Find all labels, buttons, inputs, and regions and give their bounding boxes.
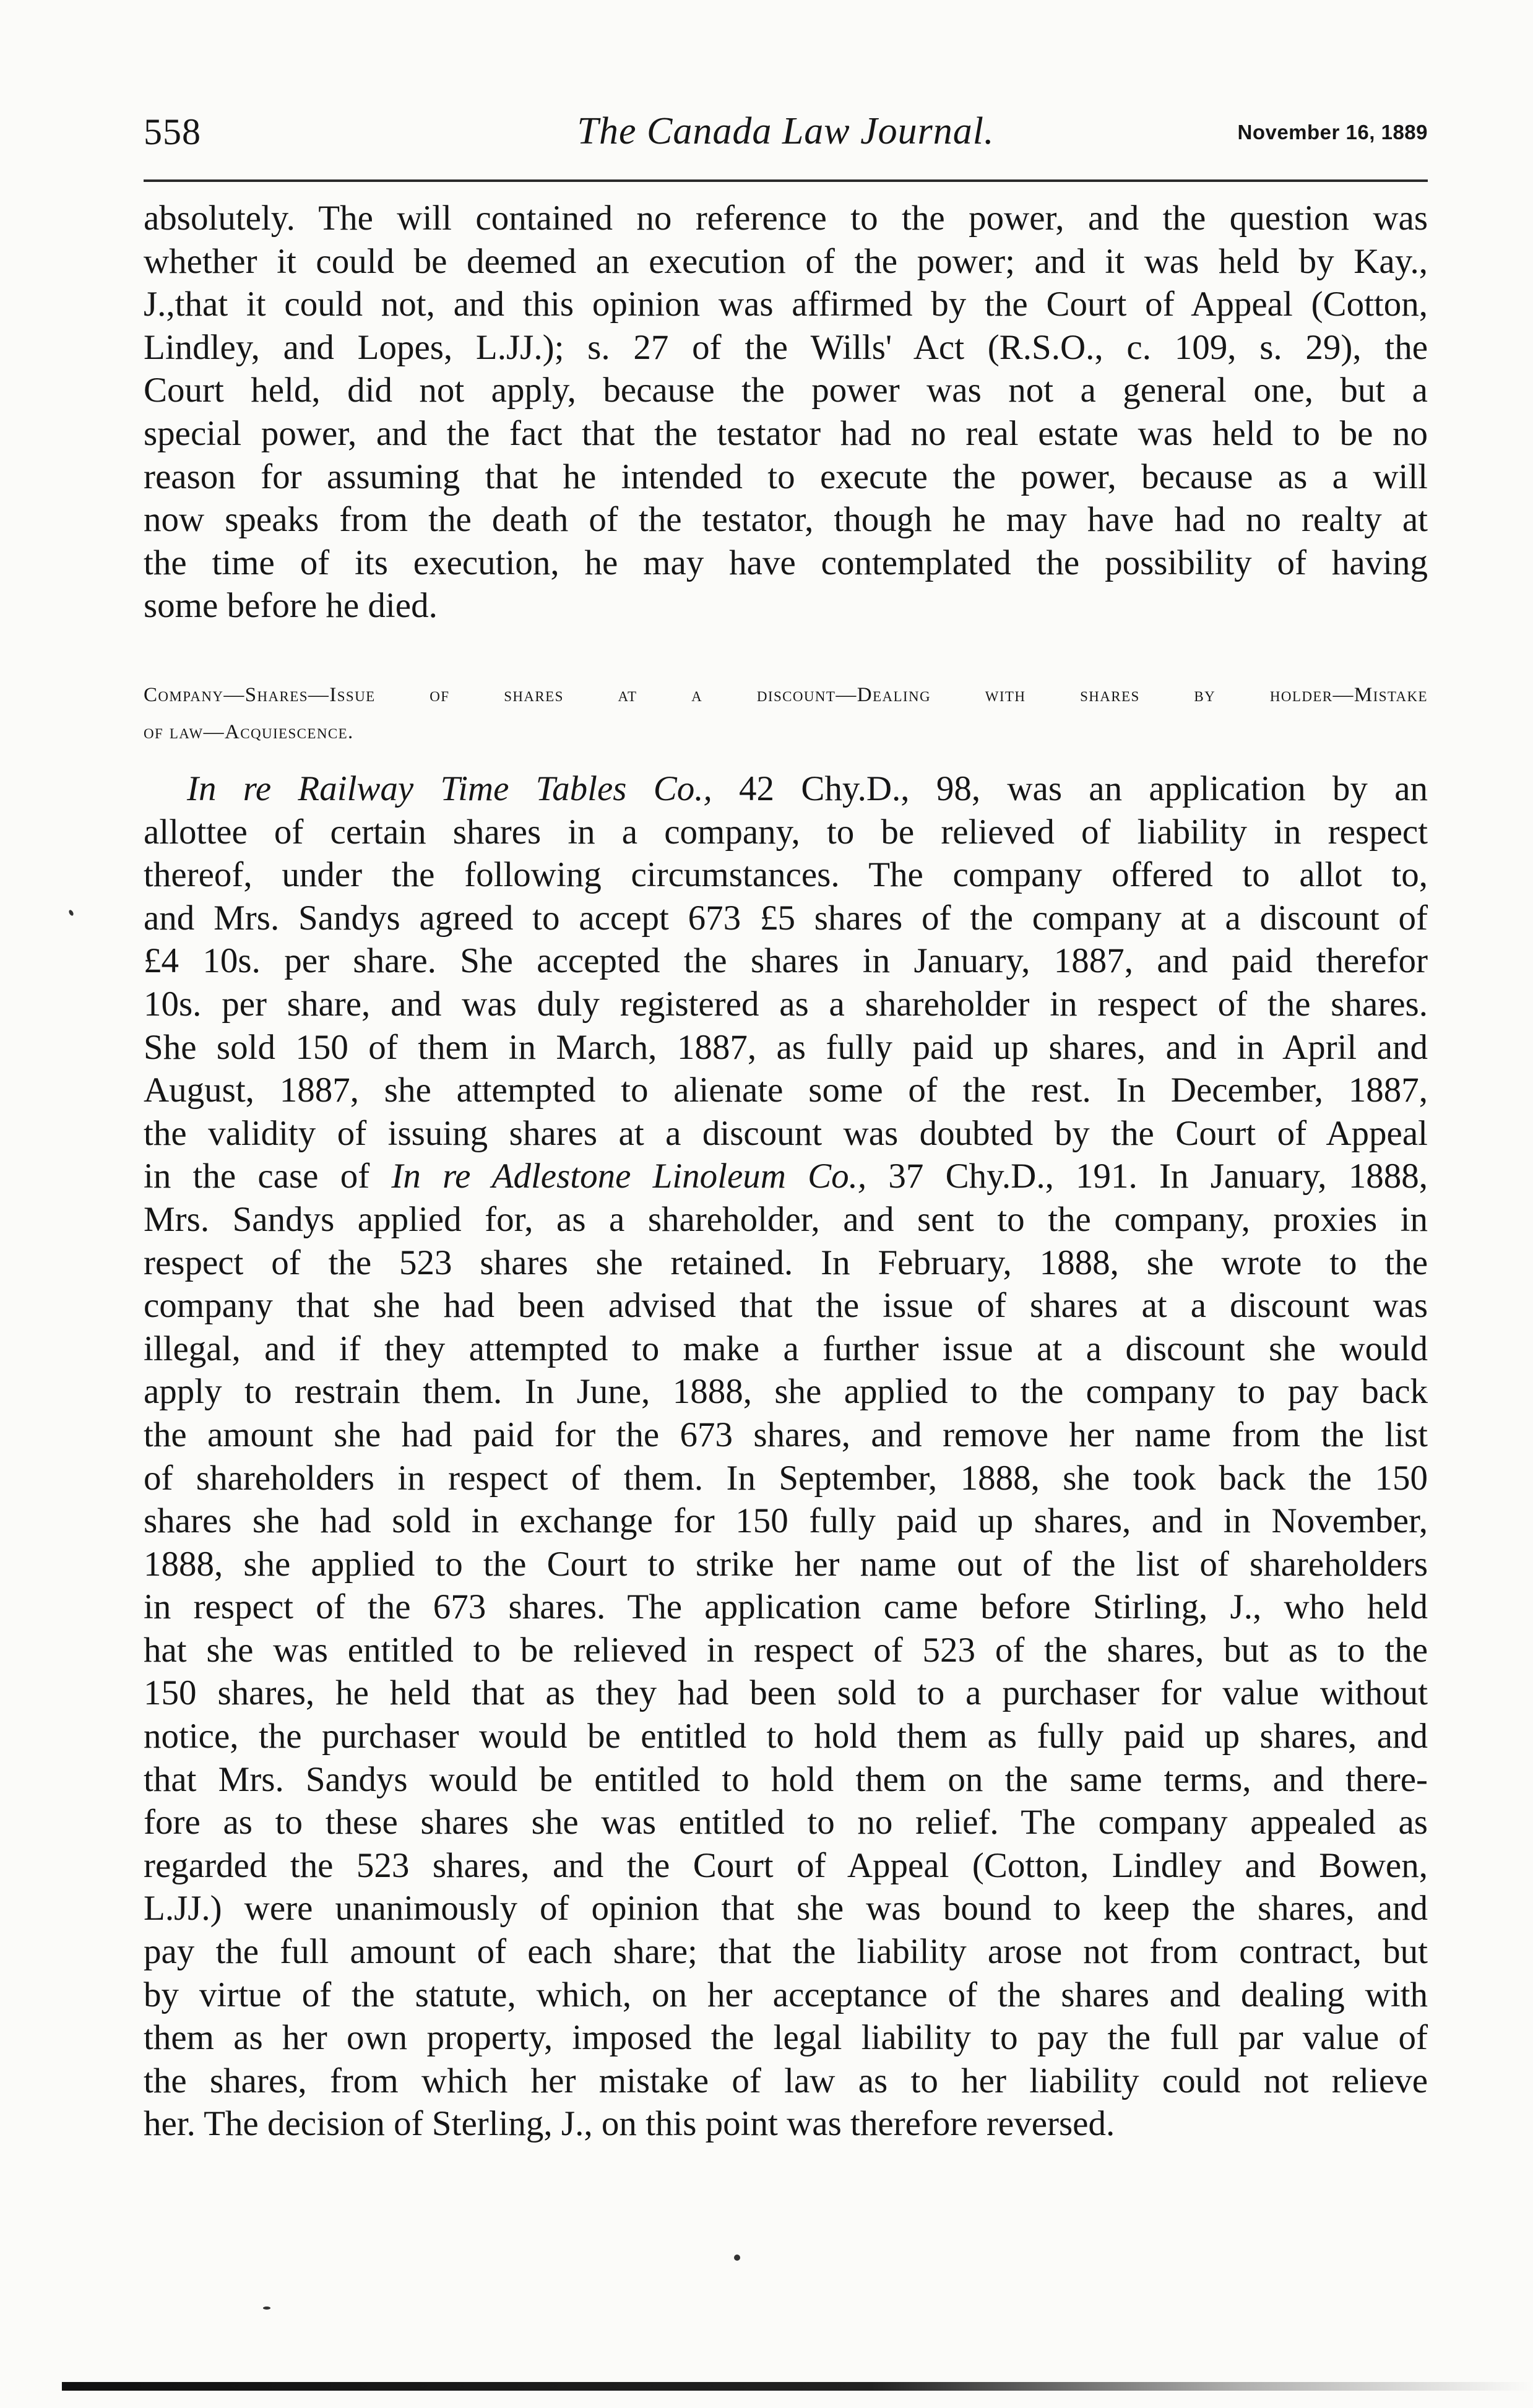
text-line: reason for assuming that he intended to execute the power, because as a will <box>144 457 1428 496</box>
text-line: fore as to these shares she was entitled to no relief. The company appealed as <box>144 1803 1428 1842</box>
text-line: the shares, from which her mistake of law as to her liability could not relieve <box>144 2061 1428 2100</box>
text-line: company that she had been advised that the issue of shares at a discount was <box>144 1286 1428 1326</box>
text-line: illegal, and if they attempted to make a further issue at a discount she would <box>144 1329 1428 1368</box>
text-line: £4 10s. per share. She accepted the shares in January, 1887, and paid therefor <box>144 941 1428 981</box>
text-line: allottee of certain shares in a company, to be relieved of liability in respect <box>144 812 1428 852</box>
issue-date: November 16, 1889 <box>1237 121 1428 144</box>
text-line: Mrs. Sandys applied for, as a shareholder, and sent to the company, proxies in <box>144 1199 1428 1239</box>
text-line: respect of the 523 shares she retained. In February, 1888, she wrote to the <box>144 1243 1428 1282</box>
page-number: 558 <box>144 111 201 152</box>
text-line <box>144 767 1428 811</box>
text-line: the validity of issuing shares at a discount was doubted by the Court of Appeal <box>144 1113 1428 1153</box>
journal-title: The Canada Law Journal. <box>577 110 995 152</box>
paragraph-railway-time-tables <box>144 767 1428 2146</box>
text-line: 10s. per share, and was duly registered as a shareholder in respect of the shares. <box>144 984 1428 1024</box>
scan-speck <box>263 2307 270 2310</box>
paragraph-wills-act <box>144 197 1428 628</box>
text-line: apply to restrain them. In June, 1888, she applied to the company to pay back <box>144 1372 1428 1412</box>
case-citation: 42 Chy.D., 98, was an application by an <box>712 769 1428 808</box>
heading-line: of law—Acquiescence. <box>144 721 354 743</box>
text-line: the amount she had paid for the 673 shares, and remove her name from the list <box>144 1415 1428 1454</box>
running-header <box>144 108 1428 158</box>
text-line: of shareholders in respect of them. In September, 1888, she took back the 150 <box>144 1458 1428 1498</box>
text-line: special power, and the fact that the testator had no real estate was held to be no <box>144 413 1428 453</box>
text-line: shares she had sold in exchange for 150 fully paid up shares, and in November, <box>144 1501 1428 1541</box>
text-line: thereof, under the following circumstances. The company offered to allot to, <box>144 855 1428 895</box>
text-fragment: in the case of <box>144 1157 392 1196</box>
text-line: notice, the purchaser would be entitled to hold them as fully paid up shares, and <box>144 1717 1428 1756</box>
text-line: now speaks from the death of the testator, though he may have had no realty at <box>144 500 1428 540</box>
heading-line: Company—Shares—Issue of shares at a discount—Dealing with shares by holder—Mistake <box>144 684 1428 706</box>
text-line: She sold 150 of them in March, 1887, as fully paid up shares, and in April and <box>144 1027 1428 1067</box>
text-line: them as her own property, imposed the legal liability to pay the full par value of <box>144 2018 1428 2058</box>
text-line: some before he died. <box>144 586 438 626</box>
text-line: hat she was entitled to be relieved in respect of 523 of the shares, but as to the <box>144 1630 1428 1670</box>
scan-speck <box>68 909 74 917</box>
text-line: in respect of the 673 shares. The application came before Stirling, J., who held <box>144 1587 1428 1627</box>
section-heading <box>144 676 1428 751</box>
scan-speck <box>734 2255 740 2261</box>
text-line <box>144 1155 1428 1198</box>
text-line: pay the full amount of each share; that the liability arose not from contract, but <box>144 1932 1428 1972</box>
text-line: Court held, did not apply, because the power was not a general one, but a <box>144 371 1428 410</box>
text-line: and Mrs. Sandys agreed to accept 673 £5 shares of the company at a discount of <box>144 898 1428 938</box>
header-rule <box>144 179 1428 182</box>
cited-case-name: In re Adlestone Linoleum Co., <box>391 1157 867 1196</box>
case-name: In re Railway Time Tables Co., <box>187 769 712 808</box>
scan-edge-artifact <box>62 2382 1533 2391</box>
text-fragment: 37 Chy.D., 191. In January, 1888, <box>866 1157 1428 1196</box>
text-line: Lindley, and Lopes, L.JJ.); s. 27 of the Wills' Act (R.S.O., c. 109, s. 29), the <box>144 327 1428 367</box>
text-line: J.,that it could not, and this opinion was affirmed by the Court of Appeal (Cotton, <box>144 285 1428 324</box>
text-line: by virtue of the statute, which, on her acceptance of the shares and dealing with <box>144 1975 1428 2014</box>
text-line: absolutely. The will contained no reference to the power, and the question was <box>144 199 1428 238</box>
text-line: the time of its execution, he may have contemplated the possibility of having <box>144 543 1428 582</box>
text-line: 150 shares, he held that as they had been sold to a purchaser for value without <box>144 1673 1428 1713</box>
text-line: 1888, she applied to the Court to strike her name out of the list of shareholders <box>144 1544 1428 1584</box>
text-line: regarded the 523 shares, and the Court of Appeal (Cotton, Lindley and Bowen, <box>144 1845 1428 1885</box>
text-line: August, 1887, she attempted to alienate some of the rest. In December, 1887, <box>144 1071 1428 1110</box>
text-line: whether it could be deemed an execution of the power; and it was held by Kay., <box>144 241 1428 281</box>
text-line: that Mrs. Sandys would be entitled to hold them on the same terms, and there- <box>144 1759 1428 1799</box>
text-line: L.JJ.) were unanimously of opinion that she was bound to keep the shares, and <box>144 1889 1428 1928</box>
text-line: her. The decision of Sterling, J., on this point was therefore reversed. <box>144 2104 1115 2144</box>
